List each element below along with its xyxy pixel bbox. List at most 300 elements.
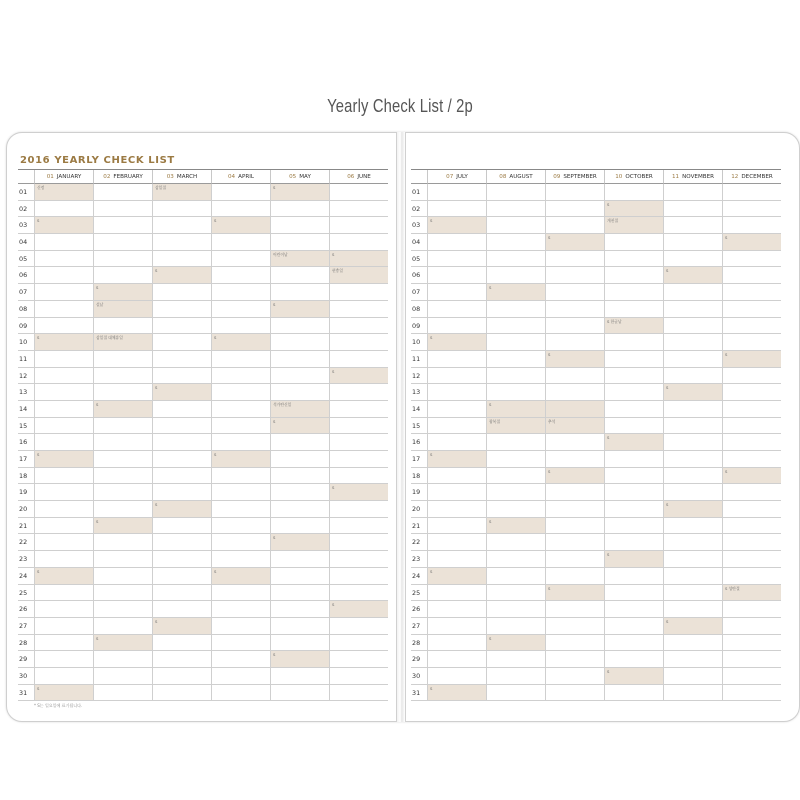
day-cell[interactable] (486, 534, 545, 551)
day-cell[interactable] (604, 451, 663, 468)
day-cell[interactable] (211, 234, 270, 251)
day-cell[interactable] (427, 234, 486, 251)
day-cell[interactable] (152, 334, 211, 351)
day-cell[interactable] (152, 384, 211, 401)
day-cell[interactable] (545, 484, 604, 501)
day-cell[interactable] (545, 501, 604, 518)
day-cell[interactable] (329, 501, 388, 518)
day-cell[interactable] (486, 434, 545, 451)
day-cell[interactable] (34, 418, 93, 435)
day-cell[interactable] (211, 284, 270, 301)
day-cell[interactable] (722, 618, 781, 635)
day-cell[interactable] (93, 468, 152, 485)
day-cell[interactable] (545, 585, 604, 602)
day-cell[interactable] (427, 568, 486, 585)
day-cell[interactable] (93, 451, 152, 468)
day-cell[interactable] (93, 301, 152, 318)
day-cell[interactable] (211, 351, 270, 368)
day-cell[interactable] (604, 284, 663, 301)
day-cell[interactable] (34, 217, 93, 234)
day-cell[interactable] (722, 401, 781, 418)
day-cell[interactable] (152, 585, 211, 602)
day-cell[interactable] (722, 418, 781, 435)
day-cell[interactable] (427, 501, 486, 518)
day-cell[interactable] (329, 451, 388, 468)
day-cell[interactable] (427, 418, 486, 435)
day-cell[interactable] (270, 468, 329, 485)
day-cell[interactable] (152, 201, 211, 218)
day-cell[interactable] (663, 234, 722, 251)
day-cell[interactable] (604, 301, 663, 318)
day-cell[interactable] (211, 401, 270, 418)
day-cell[interactable] (722, 351, 781, 368)
day-cell[interactable] (270, 418, 329, 435)
day-cell[interactable] (34, 618, 93, 635)
day-cell[interactable] (545, 451, 604, 468)
day-cell[interactable] (93, 568, 152, 585)
day-cell[interactable] (604, 401, 663, 418)
day-cell[interactable] (34, 351, 93, 368)
day-cell[interactable] (722, 451, 781, 468)
day-cell[interactable] (270, 251, 329, 268)
day-cell[interactable] (270, 668, 329, 685)
day-cell[interactable] (722, 217, 781, 234)
day-cell[interactable] (722, 668, 781, 685)
day-cell[interactable] (329, 601, 388, 618)
day-cell[interactable] (329, 318, 388, 335)
day-cell[interactable] (427, 384, 486, 401)
day-cell[interactable] (545, 418, 604, 435)
day-cell[interactable] (152, 618, 211, 635)
day-cell[interactable] (34, 201, 93, 218)
day-cell[interactable] (270, 601, 329, 618)
day-cell[interactable] (93, 384, 152, 401)
day-cell[interactable] (270, 534, 329, 551)
day-cell[interactable] (427, 601, 486, 618)
day-cell[interactable] (93, 251, 152, 268)
day-cell[interactable] (545, 217, 604, 234)
day-cell[interactable] (545, 568, 604, 585)
day-cell[interactable] (152, 234, 211, 251)
day-cell[interactable] (427, 451, 486, 468)
day-cell[interactable] (270, 651, 329, 668)
day-cell[interactable] (34, 568, 93, 585)
day-cell[interactable] (722, 334, 781, 351)
day-cell[interactable] (152, 685, 211, 702)
day-cell[interactable] (722, 651, 781, 668)
day-cell[interactable] (663, 217, 722, 234)
day-cell[interactable] (329, 251, 388, 268)
day-cell[interactable] (34, 434, 93, 451)
day-cell[interactable] (545, 201, 604, 218)
day-cell[interactable] (722, 384, 781, 401)
day-cell[interactable] (34, 668, 93, 685)
day-cell[interactable] (34, 334, 93, 351)
day-cell[interactable] (93, 267, 152, 284)
day-cell[interactable] (93, 201, 152, 218)
day-cell[interactable] (211, 534, 270, 551)
day-cell[interactable] (604, 601, 663, 618)
day-cell[interactable] (427, 351, 486, 368)
day-cell[interactable] (329, 384, 388, 401)
day-cell[interactable] (270, 351, 329, 368)
day-cell[interactable] (270, 184, 329, 201)
day-cell[interactable] (270, 301, 329, 318)
day-cell[interactable] (211, 384, 270, 401)
day-cell[interactable] (427, 551, 486, 568)
day-cell[interactable] (663, 601, 722, 618)
day-cell[interactable] (34, 368, 93, 385)
day-cell[interactable] (663, 318, 722, 335)
day-cell[interactable] (329, 585, 388, 602)
day-cell[interactable] (93, 351, 152, 368)
day-cell[interactable] (545, 401, 604, 418)
day-cell[interactable] (545, 368, 604, 385)
day-cell[interactable] (152, 418, 211, 435)
day-cell[interactable] (722, 184, 781, 201)
day-cell[interactable] (427, 217, 486, 234)
day-cell[interactable] (211, 368, 270, 385)
day-cell[interactable] (34, 685, 93, 702)
day-cell[interactable] (93, 401, 152, 418)
day-cell[interactable] (270, 234, 329, 251)
day-cell[interactable] (329, 618, 388, 635)
day-cell[interactable] (34, 651, 93, 668)
day-cell[interactable] (34, 318, 93, 335)
day-cell[interactable] (211, 518, 270, 535)
day-cell[interactable] (545, 468, 604, 485)
day-cell[interactable] (152, 401, 211, 418)
day-cell[interactable] (722, 484, 781, 501)
day-cell[interactable] (270, 585, 329, 602)
day-cell[interactable] (93, 668, 152, 685)
day-cell[interactable] (329, 368, 388, 385)
day-cell[interactable] (604, 318, 663, 335)
day-cell[interactable] (152, 534, 211, 551)
day-cell[interactable] (152, 267, 211, 284)
day-cell[interactable] (427, 284, 486, 301)
day-cell[interactable] (152, 484, 211, 501)
day-cell[interactable] (34, 501, 93, 518)
day-cell[interactable] (270, 201, 329, 218)
day-cell[interactable] (329, 668, 388, 685)
day-cell[interactable] (329, 551, 388, 568)
day-cell[interactable] (545, 534, 604, 551)
day-cell[interactable] (486, 234, 545, 251)
day-cell[interactable] (152, 217, 211, 234)
day-cell[interactable] (545, 184, 604, 201)
day-cell[interactable] (93, 685, 152, 702)
day-cell[interactable] (34, 234, 93, 251)
day-cell[interactable] (152, 184, 211, 201)
day-cell[interactable] (545, 384, 604, 401)
day-cell[interactable] (604, 501, 663, 518)
day-cell[interactable] (270, 618, 329, 635)
day-cell[interactable] (93, 334, 152, 351)
day-cell[interactable] (604, 534, 663, 551)
day-cell[interactable] (211, 484, 270, 501)
day-cell[interactable] (427, 518, 486, 535)
day-cell[interactable] (270, 334, 329, 351)
day-cell[interactable] (152, 368, 211, 385)
day-cell[interactable] (93, 217, 152, 234)
day-cell[interactable] (329, 568, 388, 585)
day-cell[interactable] (663, 501, 722, 518)
day-cell[interactable] (211, 568, 270, 585)
day-cell[interactable] (329, 434, 388, 451)
day-cell[interactable] (211, 651, 270, 668)
day-cell[interactable] (427, 635, 486, 652)
day-cell[interactable] (329, 685, 388, 702)
day-cell[interactable] (329, 418, 388, 435)
day-cell[interactable] (329, 401, 388, 418)
day-cell[interactable] (663, 368, 722, 385)
day-cell[interactable] (270, 501, 329, 518)
day-cell[interactable] (211, 301, 270, 318)
day-cell[interactable] (604, 251, 663, 268)
day-cell[interactable] (211, 685, 270, 702)
day-cell[interactable] (427, 534, 486, 551)
day-cell[interactable] (722, 368, 781, 385)
day-cell[interactable] (722, 585, 781, 602)
day-cell[interactable] (545, 618, 604, 635)
day-cell[interactable] (152, 551, 211, 568)
day-cell[interactable] (211, 201, 270, 218)
day-cell[interactable] (270, 434, 329, 451)
day-cell[interactable] (722, 518, 781, 535)
day-cell[interactable] (722, 534, 781, 551)
day-cell[interactable] (604, 484, 663, 501)
day-cell[interactable] (486, 651, 545, 668)
day-cell[interactable] (329, 534, 388, 551)
day-cell[interactable] (722, 234, 781, 251)
day-cell[interactable] (152, 518, 211, 535)
day-cell[interactable] (663, 618, 722, 635)
day-cell[interactable] (93, 618, 152, 635)
day-cell[interactable] (663, 267, 722, 284)
day-cell[interactable] (663, 685, 722, 702)
day-cell[interactable] (722, 251, 781, 268)
day-cell[interactable] (663, 418, 722, 435)
day-cell[interactable] (152, 668, 211, 685)
day-cell[interactable] (604, 568, 663, 585)
day-cell[interactable] (604, 468, 663, 485)
day-cell[interactable] (545, 351, 604, 368)
day-cell[interactable] (486, 451, 545, 468)
day-cell[interactable] (152, 251, 211, 268)
day-cell[interactable] (93, 284, 152, 301)
day-cell[interactable] (93, 518, 152, 535)
day-cell[interactable] (722, 201, 781, 218)
day-cell[interactable] (211, 551, 270, 568)
day-cell[interactable] (270, 551, 329, 568)
day-cell[interactable] (722, 284, 781, 301)
day-cell[interactable] (427, 301, 486, 318)
day-cell[interactable] (211, 318, 270, 335)
day-cell[interactable] (270, 685, 329, 702)
day-cell[interactable] (270, 568, 329, 585)
day-cell[interactable] (663, 585, 722, 602)
day-cell[interactable] (152, 601, 211, 618)
day-cell[interactable] (604, 201, 663, 218)
day-cell[interactable] (427, 484, 486, 501)
day-cell[interactable] (152, 568, 211, 585)
day-cell[interactable] (152, 651, 211, 668)
day-cell[interactable] (722, 301, 781, 318)
day-cell[interactable] (486, 301, 545, 318)
day-cell[interactable] (427, 685, 486, 702)
day-cell[interactable] (427, 434, 486, 451)
day-cell[interactable] (722, 551, 781, 568)
day-cell[interactable] (34, 184, 93, 201)
day-cell[interactable] (93, 635, 152, 652)
day-cell[interactable] (604, 418, 663, 435)
day-cell[interactable] (486, 318, 545, 335)
day-cell[interactable] (486, 668, 545, 685)
day-cell[interactable] (663, 301, 722, 318)
day-cell[interactable] (604, 551, 663, 568)
day-cell[interactable] (604, 668, 663, 685)
day-cell[interactable] (270, 518, 329, 535)
day-cell[interactable] (152, 501, 211, 518)
day-cell[interactable] (93, 551, 152, 568)
day-cell[interactable] (329, 334, 388, 351)
day-cell[interactable] (93, 651, 152, 668)
day-cell[interactable] (486, 551, 545, 568)
day-cell[interactable] (211, 267, 270, 284)
day-cell[interactable] (663, 551, 722, 568)
day-cell[interactable] (663, 351, 722, 368)
day-cell[interactable] (34, 251, 93, 268)
day-cell[interactable] (486, 217, 545, 234)
day-cell[interactable] (329, 468, 388, 485)
day-cell[interactable] (722, 635, 781, 652)
day-cell[interactable] (34, 534, 93, 551)
day-cell[interactable] (663, 635, 722, 652)
day-cell[interactable] (34, 401, 93, 418)
day-cell[interactable] (545, 668, 604, 685)
day-cell[interactable] (722, 501, 781, 518)
day-cell[interactable] (34, 468, 93, 485)
day-cell[interactable] (427, 618, 486, 635)
day-cell[interactable] (722, 434, 781, 451)
day-cell[interactable] (329, 484, 388, 501)
day-cell[interactable] (270, 384, 329, 401)
day-cell[interactable] (604, 618, 663, 635)
day-cell[interactable] (427, 651, 486, 668)
day-cell[interactable] (211, 635, 270, 652)
day-cell[interactable] (486, 267, 545, 284)
day-cell[interactable] (211, 184, 270, 201)
day-cell[interactable] (427, 401, 486, 418)
day-cell[interactable] (34, 451, 93, 468)
day-cell[interactable] (545, 234, 604, 251)
day-cell[interactable] (93, 184, 152, 201)
day-cell[interactable] (270, 284, 329, 301)
day-cell[interactable] (93, 434, 152, 451)
day-cell[interactable] (270, 635, 329, 652)
day-cell[interactable] (152, 351, 211, 368)
day-cell[interactable] (152, 284, 211, 301)
day-cell[interactable] (93, 534, 152, 551)
day-cell[interactable] (211, 501, 270, 518)
day-cell[interactable] (152, 468, 211, 485)
day-cell[interactable] (486, 401, 545, 418)
day-cell[interactable] (486, 368, 545, 385)
day-cell[interactable] (34, 284, 93, 301)
day-cell[interactable] (486, 518, 545, 535)
day-cell[interactable] (604, 184, 663, 201)
day-cell[interactable] (93, 585, 152, 602)
day-cell[interactable] (329, 651, 388, 668)
day-cell[interactable] (152, 318, 211, 335)
day-cell[interactable] (545, 601, 604, 618)
day-cell[interactable] (545, 318, 604, 335)
day-cell[interactable] (486, 251, 545, 268)
day-cell[interactable] (211, 251, 270, 268)
day-cell[interactable] (663, 568, 722, 585)
day-cell[interactable] (93, 368, 152, 385)
day-cell[interactable] (545, 434, 604, 451)
day-cell[interactable] (486, 418, 545, 435)
day-cell[interactable] (604, 368, 663, 385)
day-cell[interactable] (663, 184, 722, 201)
day-cell[interactable] (663, 284, 722, 301)
day-cell[interactable] (329, 234, 388, 251)
day-cell[interactable] (270, 401, 329, 418)
day-cell[interactable] (329, 201, 388, 218)
day-cell[interactable] (604, 234, 663, 251)
day-cell[interactable] (486, 201, 545, 218)
day-cell[interactable] (329, 518, 388, 535)
day-cell[interactable] (93, 418, 152, 435)
day-cell[interactable] (427, 267, 486, 284)
day-cell[interactable] (34, 635, 93, 652)
day-cell[interactable] (545, 685, 604, 702)
day-cell[interactable] (545, 267, 604, 284)
day-cell[interactable] (329, 217, 388, 234)
day-cell[interactable] (604, 651, 663, 668)
day-cell[interactable] (152, 434, 211, 451)
day-cell[interactable] (486, 501, 545, 518)
day-cell[interactable] (722, 685, 781, 702)
day-cell[interactable] (486, 635, 545, 652)
day-cell[interactable] (486, 618, 545, 635)
day-cell[interactable] (663, 484, 722, 501)
day-cell[interactable] (329, 635, 388, 652)
day-cell[interactable] (427, 184, 486, 201)
day-cell[interactable] (545, 251, 604, 268)
day-cell[interactable] (604, 217, 663, 234)
day-cell[interactable] (486, 468, 545, 485)
day-cell[interactable] (663, 401, 722, 418)
day-cell[interactable] (486, 284, 545, 301)
day-cell[interactable] (486, 585, 545, 602)
day-cell[interactable] (486, 685, 545, 702)
day-cell[interactable] (604, 518, 663, 535)
day-cell[interactable] (329, 267, 388, 284)
day-cell[interactable] (211, 618, 270, 635)
day-cell[interactable] (663, 668, 722, 685)
day-cell[interactable] (34, 484, 93, 501)
day-cell[interactable] (34, 518, 93, 535)
day-cell[interactable] (486, 568, 545, 585)
day-cell[interactable] (211, 418, 270, 435)
day-cell[interactable] (663, 334, 722, 351)
day-cell[interactable] (663, 251, 722, 268)
day-cell[interactable] (604, 635, 663, 652)
day-cell[interactable] (486, 351, 545, 368)
